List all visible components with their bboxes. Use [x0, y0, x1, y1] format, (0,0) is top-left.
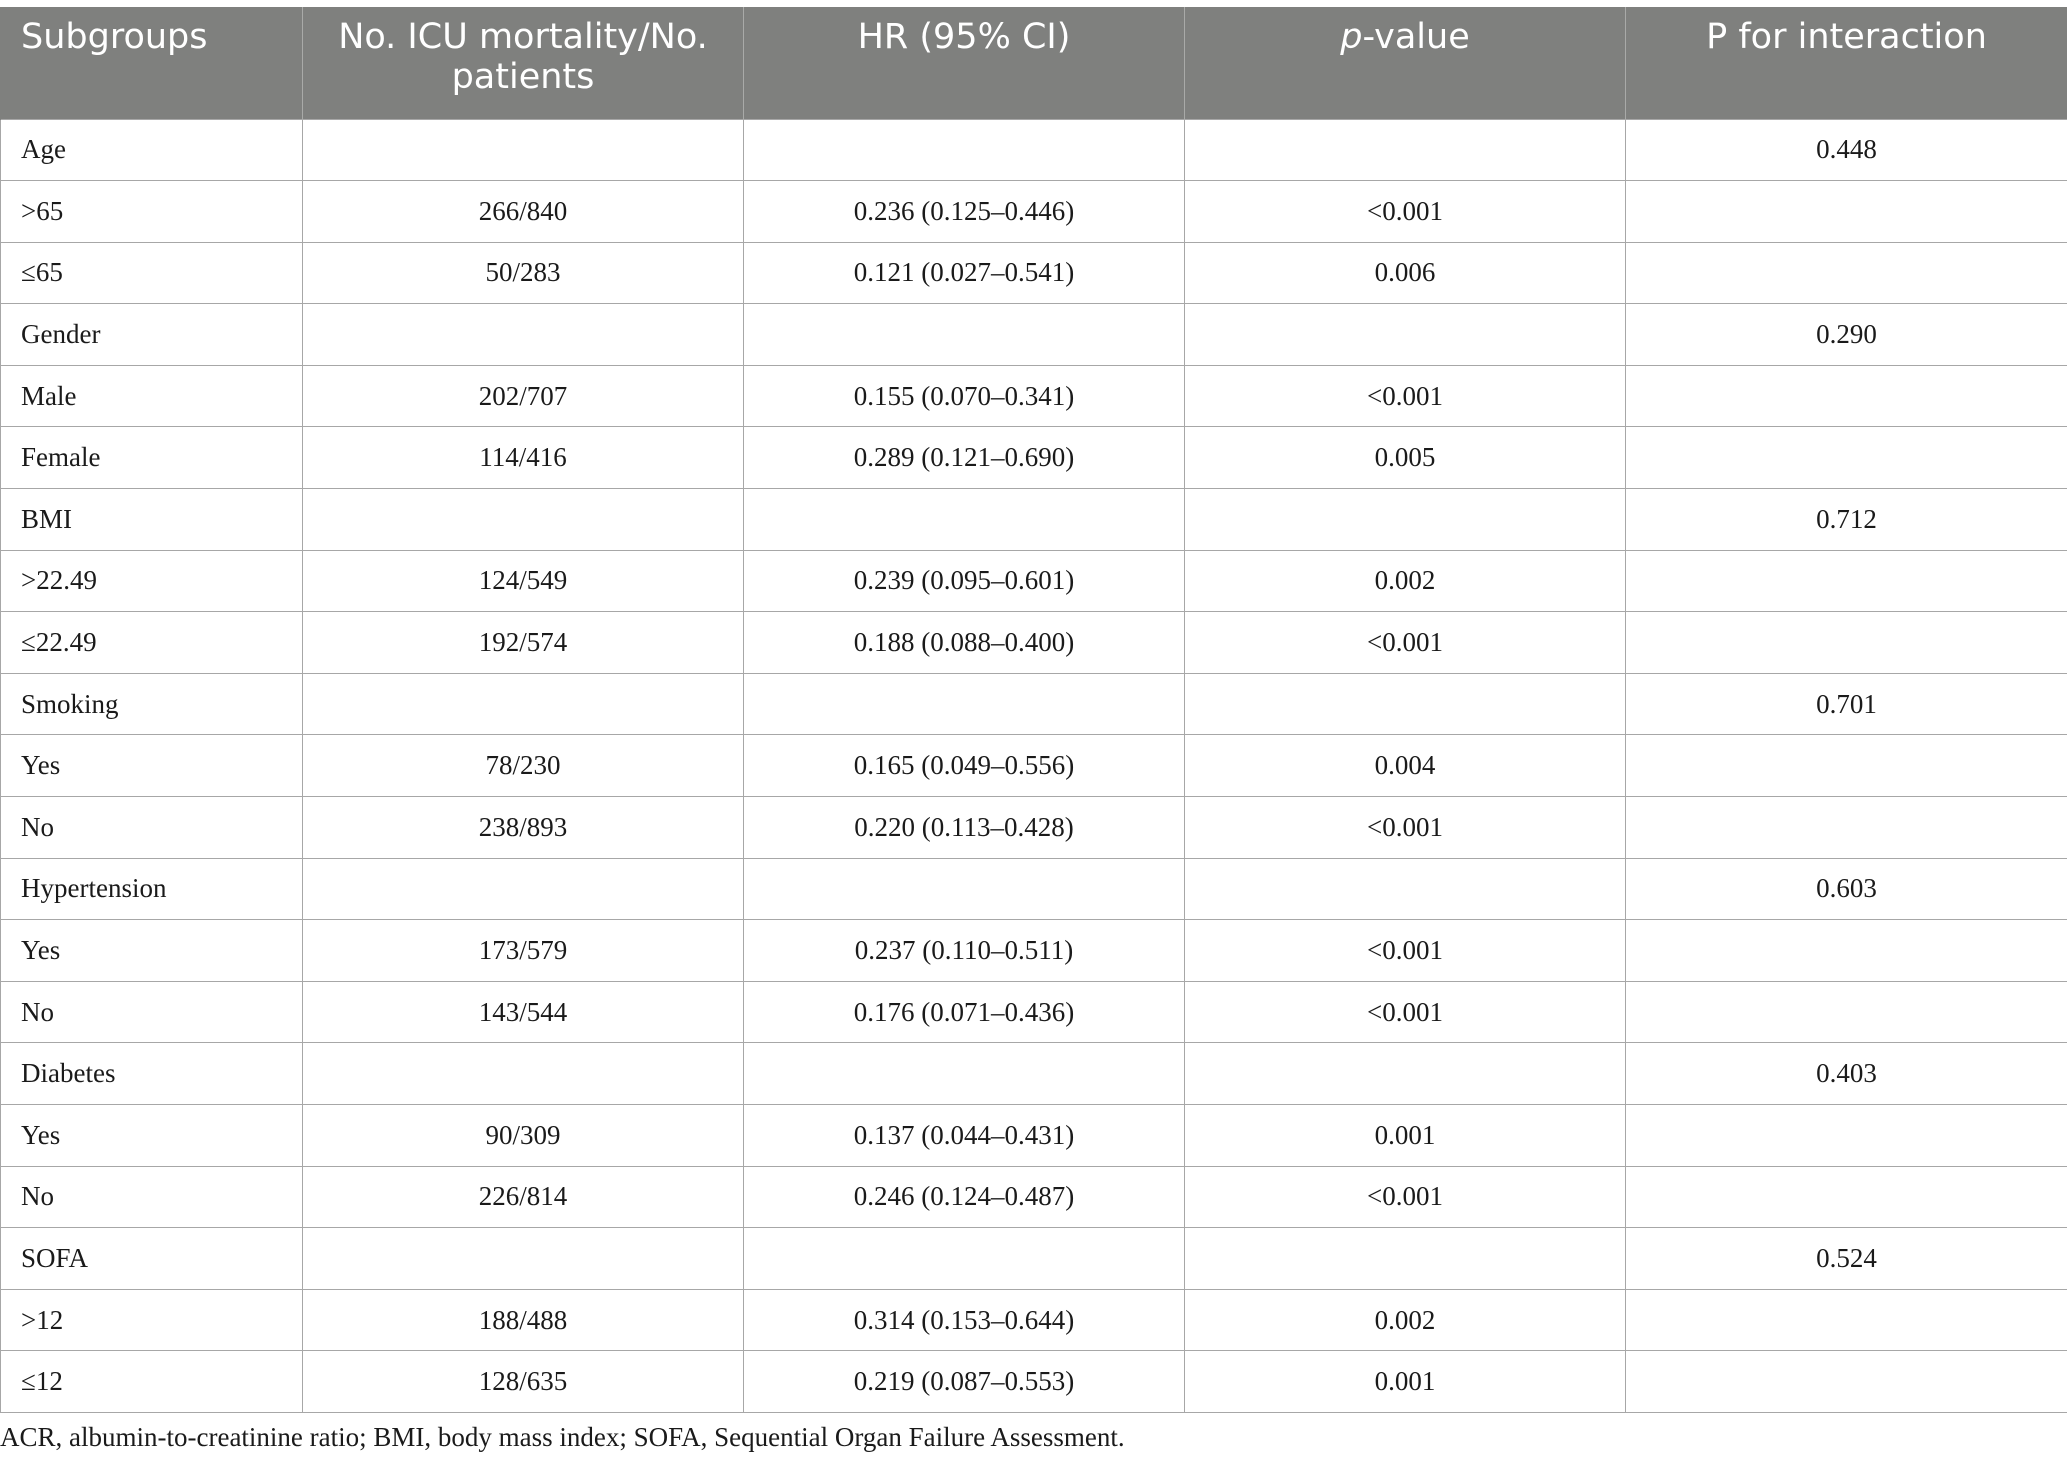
cell-p-interaction — [1626, 242, 2067, 304]
cell-mortality: 202/707 — [303, 365, 744, 427]
table-row — [1, 550, 2067, 612]
cell-mortality — [303, 119, 744, 181]
cell-p-interaction — [1626, 920, 2067, 982]
header-row — [1, 7, 2067, 119]
cell-mortality: 78/230 — [303, 735, 744, 797]
cell-mortality: 173/579 — [303, 920, 744, 982]
cell-mortality: 143/544 — [303, 981, 744, 1043]
cell-mortality: 114/416 — [303, 427, 744, 489]
cell-p-value — [1185, 119, 1626, 181]
header-p-value — [1185, 7, 1626, 119]
cell-p-interaction — [1626, 1351, 2067, 1413]
cell-hr — [744, 489, 1185, 551]
table-row — [1, 304, 2067, 366]
cell-hr: 0.176 (0.071–0.436) — [744, 981, 1185, 1043]
cell-p-value: <0.001 — [1185, 1166, 1626, 1228]
cell-p-value — [1185, 1043, 1626, 1105]
header-p-value-italic: p — [1340, 17, 1363, 57]
cell-p-value — [1185, 858, 1626, 920]
cell-p-interaction — [1626, 1105, 2067, 1167]
cell-p-interaction: 0.448 — [1626, 119, 2067, 181]
cell-subgroup: SOFA — [1, 1228, 303, 1290]
cell-p-interaction: 0.524 — [1626, 1228, 2067, 1290]
cell-p-value: 0.002 — [1185, 1289, 1626, 1351]
cell-subgroup: Hypertension — [1, 858, 303, 920]
cell-subgroup: No — [1, 797, 303, 859]
cell-subgroup: Diabetes — [1, 1043, 303, 1105]
cell-mortality — [303, 673, 744, 735]
cell-subgroup: No — [1, 981, 303, 1043]
cell-p-value — [1185, 304, 1626, 366]
cell-subgroup: ≤22.49 — [1, 612, 303, 674]
cell-p-value: <0.001 — [1185, 920, 1626, 982]
cell-p-value: 0.005 — [1185, 427, 1626, 489]
cell-mortality — [303, 304, 744, 366]
table-row — [1, 119, 2067, 181]
table-footnote: ACR, albumin-to-creatinine ratio; BMI, body mass index; SOFA, Sequential Organ Failure Assessment. — [0, 1422, 1125, 1452]
header-hr: HR (95% CI) — [744, 7, 1185, 119]
header-mortality: No. ICU mortality/No. patients — [303, 7, 744, 119]
cell-hr: 0.165 (0.049–0.556) — [744, 735, 1185, 797]
table-row — [1, 612, 2067, 674]
cell-subgroup: ≤65 — [1, 242, 303, 304]
table-row — [1, 242, 2067, 304]
cell-p-value: 0.001 — [1185, 1351, 1626, 1413]
cell-mortality: 128/635 — [303, 1351, 744, 1413]
cell-p-interaction: 0.290 — [1626, 304, 2067, 366]
cell-hr: 0.121 (0.027–0.541) — [744, 242, 1185, 304]
subgroup-analysis-table — [0, 7, 2067, 1413]
cell-p-value: 0.001 — [1185, 1105, 1626, 1167]
cell-subgroup: >65 — [1, 181, 303, 243]
cell-hr — [744, 304, 1185, 366]
cell-subgroup: ≤12 — [1, 1351, 303, 1413]
subgroup-analysis-table-container — [0, 7, 2067, 1413]
cell-hr: 0.314 (0.153–0.644) — [744, 1289, 1185, 1351]
table-body — [1, 119, 2067, 1412]
cell-hr — [744, 673, 1185, 735]
cell-p-value — [1185, 1228, 1626, 1290]
table-row — [1, 981, 2067, 1043]
cell-mortality: 50/283 — [303, 242, 744, 304]
table-row — [1, 797, 2067, 859]
table-row — [1, 735, 2067, 797]
cell-hr — [744, 119, 1185, 181]
table-row — [1, 858, 2067, 920]
cell-mortality — [303, 489, 744, 551]
cell-subgroup: >12 — [1, 1289, 303, 1351]
cell-subgroup: Yes — [1, 735, 303, 797]
table-row — [1, 1289, 2067, 1351]
cell-p-interaction: 0.701 — [1626, 673, 2067, 735]
cell-subgroup: Age — [1, 119, 303, 181]
cell-mortality — [303, 1043, 744, 1105]
header-subgroups: Subgroups — [1, 7, 303, 119]
cell-hr: 0.155 (0.070–0.341) — [744, 365, 1185, 427]
cell-subgroup: BMI — [1, 489, 303, 551]
cell-hr — [744, 1043, 1185, 1105]
cell-mortality: 124/549 — [303, 550, 744, 612]
table-row — [1, 1043, 2067, 1105]
cell-p-value: <0.001 — [1185, 981, 1626, 1043]
cell-mortality — [303, 858, 744, 920]
cell-mortality: 192/574 — [303, 612, 744, 674]
cell-mortality: 266/840 — [303, 181, 744, 243]
cell-p-interaction — [1626, 797, 2067, 859]
cell-hr: 0.219 (0.087–0.553) — [744, 1351, 1185, 1413]
cell-p-interaction — [1626, 550, 2067, 612]
cell-subgroup: No — [1, 1166, 303, 1228]
cell-p-interaction — [1626, 365, 2067, 427]
cell-p-interaction: 0.712 — [1626, 489, 2067, 551]
cell-p-value — [1185, 489, 1626, 551]
cell-hr: 0.237 (0.110–0.511) — [744, 920, 1185, 982]
cell-hr: 0.246 (0.124–0.487) — [744, 1166, 1185, 1228]
cell-hr — [744, 858, 1185, 920]
cell-mortality — [303, 1228, 744, 1290]
cell-hr — [744, 1228, 1185, 1290]
table-row — [1, 489, 2067, 551]
cell-p-value: 0.004 — [1185, 735, 1626, 797]
cell-p-interaction: 0.603 — [1626, 858, 2067, 920]
cell-mortality: 188/488 — [303, 1289, 744, 1351]
cell-p-interaction: 0.403 — [1626, 1043, 2067, 1105]
table-row — [1, 1166, 2067, 1228]
cell-subgroup: Male — [1, 365, 303, 427]
table-row — [1, 365, 2067, 427]
cell-p-interaction — [1626, 1289, 2067, 1351]
cell-p-value: <0.001 — [1185, 181, 1626, 243]
table-row — [1, 1351, 2067, 1413]
cell-p-value: <0.001 — [1185, 797, 1626, 859]
cell-subgroup: Female — [1, 427, 303, 489]
header-p-value-suffix: -value — [1362, 17, 1470, 57]
cell-mortality: 90/309 — [303, 1105, 744, 1167]
cell-subgroup: >22.49 — [1, 550, 303, 612]
table-row — [1, 427, 2067, 489]
cell-hr: 0.137 (0.044–0.431) — [744, 1105, 1185, 1167]
cell-p-value: <0.001 — [1185, 365, 1626, 427]
cell-p-interaction — [1626, 981, 2067, 1043]
table-row — [1, 181, 2067, 243]
cell-mortality: 238/893 — [303, 797, 744, 859]
cell-hr: 0.239 (0.095–0.601) — [744, 550, 1185, 612]
cell-p-interaction — [1626, 427, 2067, 489]
table-row — [1, 1105, 2067, 1167]
table-row — [1, 673, 2067, 735]
cell-p-interaction — [1626, 612, 2067, 674]
cell-p-value — [1185, 673, 1626, 735]
cell-hr: 0.188 (0.088–0.400) — [744, 612, 1185, 674]
table-row — [1, 1228, 2067, 1290]
cell-p-interaction — [1626, 735, 2067, 797]
cell-p-value: <0.001 — [1185, 612, 1626, 674]
cell-hr: 0.220 (0.113–0.428) — [744, 797, 1185, 859]
cell-subgroup: Smoking — [1, 673, 303, 735]
cell-subgroup: Yes — [1, 920, 303, 982]
cell-subgroup: Yes — [1, 1105, 303, 1167]
cell-hr: 0.236 (0.125–0.446) — [744, 181, 1185, 243]
cell-p-interaction — [1626, 1166, 2067, 1228]
cell-mortality: 226/814 — [303, 1166, 744, 1228]
header-p-interaction: P for interaction — [1626, 7, 2067, 119]
cell-subgroup: Gender — [1, 304, 303, 366]
table-row — [1, 920, 2067, 982]
cell-p-value: 0.006 — [1185, 242, 1626, 304]
table-header — [1, 7, 2067, 119]
cell-p-value: 0.002 — [1185, 550, 1626, 612]
cell-p-interaction — [1626, 181, 2067, 243]
cell-hr: 0.289 (0.121–0.690) — [744, 427, 1185, 489]
